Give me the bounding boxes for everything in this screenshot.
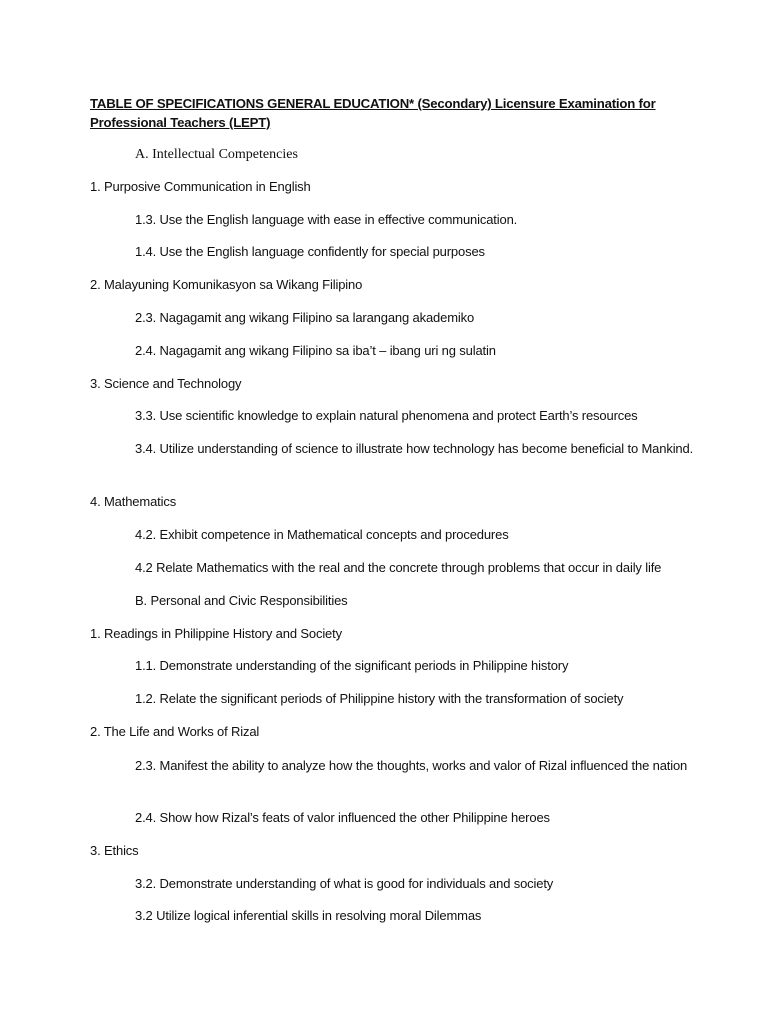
competency-item: 1.2. Relate the significant periods of Philippine history with the transformation of society: [135, 691, 624, 706]
competency-item: 4.2. Exhibit competence in Mathematical concepts and procedures: [135, 527, 509, 542]
competency-item: 3.3. Use scientific knowledge to explain natural phenomena and protect Earth’s resources: [135, 408, 638, 423]
competency-item: 2.4. Show how Rizal’s feats of valor influenced the other Philippine heroes: [135, 810, 550, 825]
competency-item: 2.3. Nagagamit ang wikang Filipino sa larangang akademiko: [135, 310, 475, 325]
competency-item: 2.3. Manifest the ability to analyze how the thoughts, works and valor of Rizal influenced the nation: [135, 758, 688, 773]
section-heading-intellectual-competencies: A. Intellectual Competencies: [135, 147, 298, 162]
subject-heading: 3. Ethics: [90, 843, 139, 858]
subject-heading: 3. Science and Technology: [90, 376, 242, 391]
subject-heading: 2. Malayuning Komunikasyon sa Wikang Filipino: [90, 277, 363, 292]
subject-heading: 2. The Life and Works of Rizal: [90, 724, 260, 739]
competency-item: 4.2 Relate Mathematics with the real and the concrete through problems that occur in daily life: [135, 560, 662, 575]
competency-item: 2.4. Nagagamit ang wikang Filipino sa iba’t – ibang uri ng sulatin: [135, 343, 496, 358]
competency-item: 3.4. Utilize understanding of science to illustrate how technology has become beneficial to Mankind.: [135, 441, 694, 456]
competency-item: 1.4. Use the English language confidently for special purposes: [135, 244, 485, 259]
subject-heading: 4. Mathematics: [90, 494, 177, 509]
subject-heading: 1. Purposive Communication in English: [90, 179, 311, 194]
competency-item: 3.2. Demonstrate understanding of what is good for individuals and society: [135, 876, 554, 891]
competency-item: 1.1. Demonstrate understanding of the significant periods in Philippine history: [135, 658, 569, 673]
subject-heading: 1. Readings in Philippine History and Society: [90, 626, 342, 641]
competency-item: 3.2 Utilize logical inferential skills in resolving moral Dilemmas: [135, 908, 482, 923]
document-title: TABLE OF SPECIFICATIONS GENERAL EDUCATION* (Secondary) Licensure Examination for Professional Teachers (LEPT): [90, 96, 656, 130]
section-heading-personal-civic: B. Personal and Civic Responsibilities: [135, 593, 348, 608]
competency-item: 1.3. Use the English language with ease in effective communication.: [135, 212, 518, 227]
